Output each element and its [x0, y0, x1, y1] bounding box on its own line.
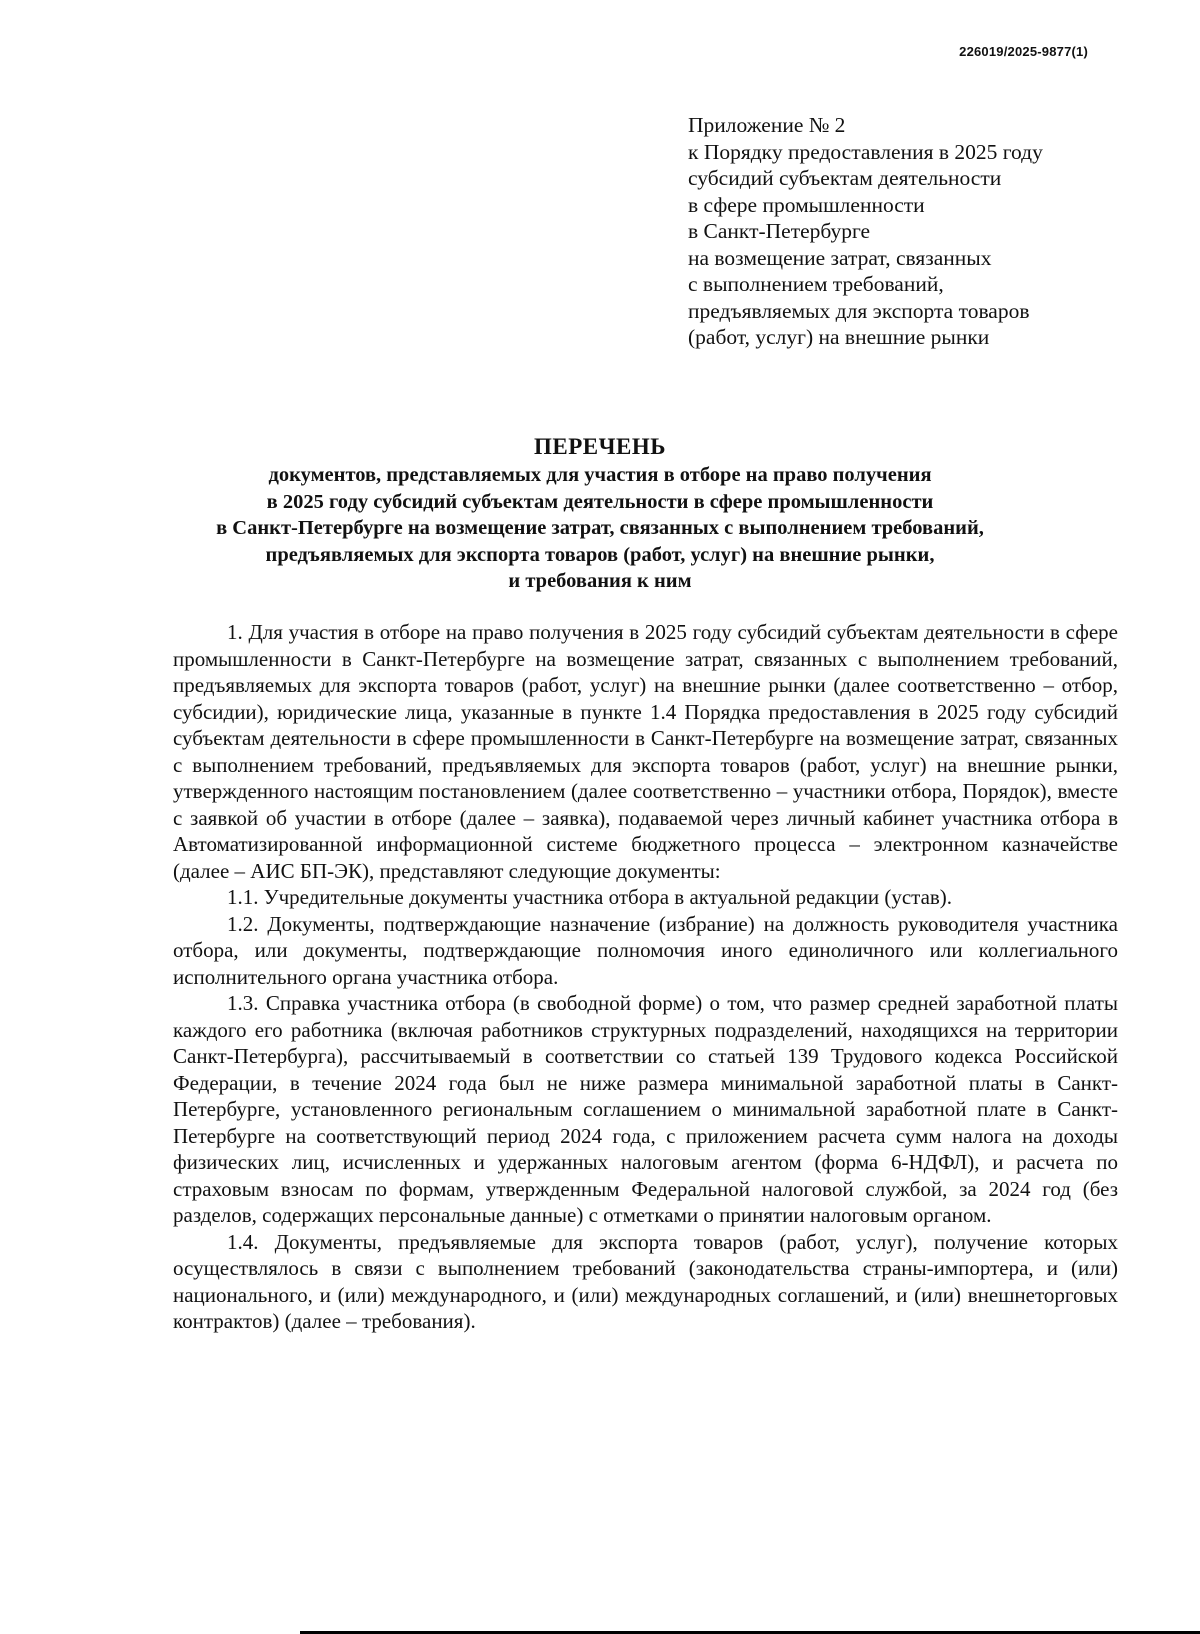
- paragraph-1-4: 1.4. Документы, предъявляемые для экспорта товаров (работ, услуг), получение которых осуществлялось в связи с выполнением требований (законодательства страны-импортера, и (или) национального, и (или) международного, и (или) международных соглашений, и (или) внешнеторговых контрактов) (далее – требования).: [173, 1229, 1118, 1333]
- appendix-line: предъявляемых для экспорта товаров: [688, 298, 1030, 323]
- paragraph-1-3: 1.3. Справка участника отбора (в свободной форме) о том, что размер средней заработной платы каждого его работника (включая работников структурных подразделений, находящихся на территории Санкт-Петербурга), рассчитываемый в соответствии со статьей 139 Трудового кодекса Российской Федерации, в течение 2024 года был не ниже размера минимальной заработной платы в Санкт-Петербурге, установленного региональным соглашением о минимальной заработной плате в Санкт-Петербурге на соответствующий период 2024 года, с приложением расчета сумм налога на доходы физических лиц, исчисленных и удержанных налоговым агентом (форма 6-НДФЛ), и расчета по страховым взносам по формам, утвержденным Федеральной налоговой службой, за 2024 год (без разделов, содержащих персональные данные) с отметками о принятии налоговым органом.: [173, 991, 1118, 1227]
- document-subtitle-line: и требования к ним: [508, 570, 692, 592]
- document-body: [173, 619, 1118, 1335]
- document-subtitle-line: предъявляемых для экспорта товаров (работ, услуг) на внешние рынки,: [265, 543, 935, 566]
- paragraph-1-2: 1.2. Документы, подтверждающие назначение (избрание) на должность руководителя участника отбора, или документы, подтверждающие полномочия иного единоличного или коллегиального исполнительного органа участника отбора.: [173, 911, 1118, 989]
- appendix-line: в Санкт-Петербурге: [688, 219, 871, 243]
- document-heading: [0, 432, 1200, 595]
- document-subtitle-line: в 2025 году субсидий субъектам деятельности в сфере промышленности: [266, 490, 934, 513]
- appendix-line: в сфере промышленности: [688, 192, 925, 217]
- appendix-line: с выполнением требований,: [688, 272, 944, 296]
- appendix-line: на возмещение затрат, связанных: [688, 245, 992, 270]
- appendix-line: субсидий субъектам деятельности: [688, 166, 1002, 190]
- appendix-block: [688, 112, 1158, 351]
- appendix-line: к Порядку предоставления в 2025 году: [688, 139, 1043, 164]
- appendix-line: Приложение № 2: [688, 113, 846, 137]
- document-title: ПЕРЕЧЕНЬ: [534, 434, 666, 459]
- document-subtitle-line: в Санкт-Петербурге на возмещение затрат, связанных с выполнением требований,: [216, 517, 984, 539]
- document-registration-number: 226019/2025-9877(1): [959, 44, 1088, 59]
- paragraph-1-1: 1.1. Учредительные документы участника отбора в актуальной редакции (устав).: [227, 885, 953, 909]
- document-subtitle-line: документов, представляемых для участия в отборе на право получения: [268, 464, 932, 486]
- paragraph-1: 1. Для участия в отборе на право получения в 2025 году субсидий субъектам деятельности в сфере промышленности в Санкт-Петербурге на возмещение затрат, связанных с выполнением требований, предъявляемых для экспорта товаров (работ, услуг) на внешние рынки (далее соответственно – отбор, субсидии), юридические лица, указанные в пункте 1.4 Порядка предоставления в 2025 году субсидий субъектам деятельности в сфере промышленности в Санкт-Петербурге на возмещение затрат, связанных с выполнением требований, предъявляемых для экспорта товаров (работ, услуг) на внешние рынки, утвержденного настоящим постановлением (далее соответственно – участники отбора, Порядок), вместе с заявкой об участии в отборе (далее – заявка), подаваемой через личный кабинет участника отбора в Автоматизированной информационной системе бюджетного процесса – электронном казначействе (далее – АИС БП-ЭК), представляют следующие документы:: [173, 620, 1118, 883]
- appendix-line: (работ, услуг) на внешние рынки: [688, 325, 990, 349]
